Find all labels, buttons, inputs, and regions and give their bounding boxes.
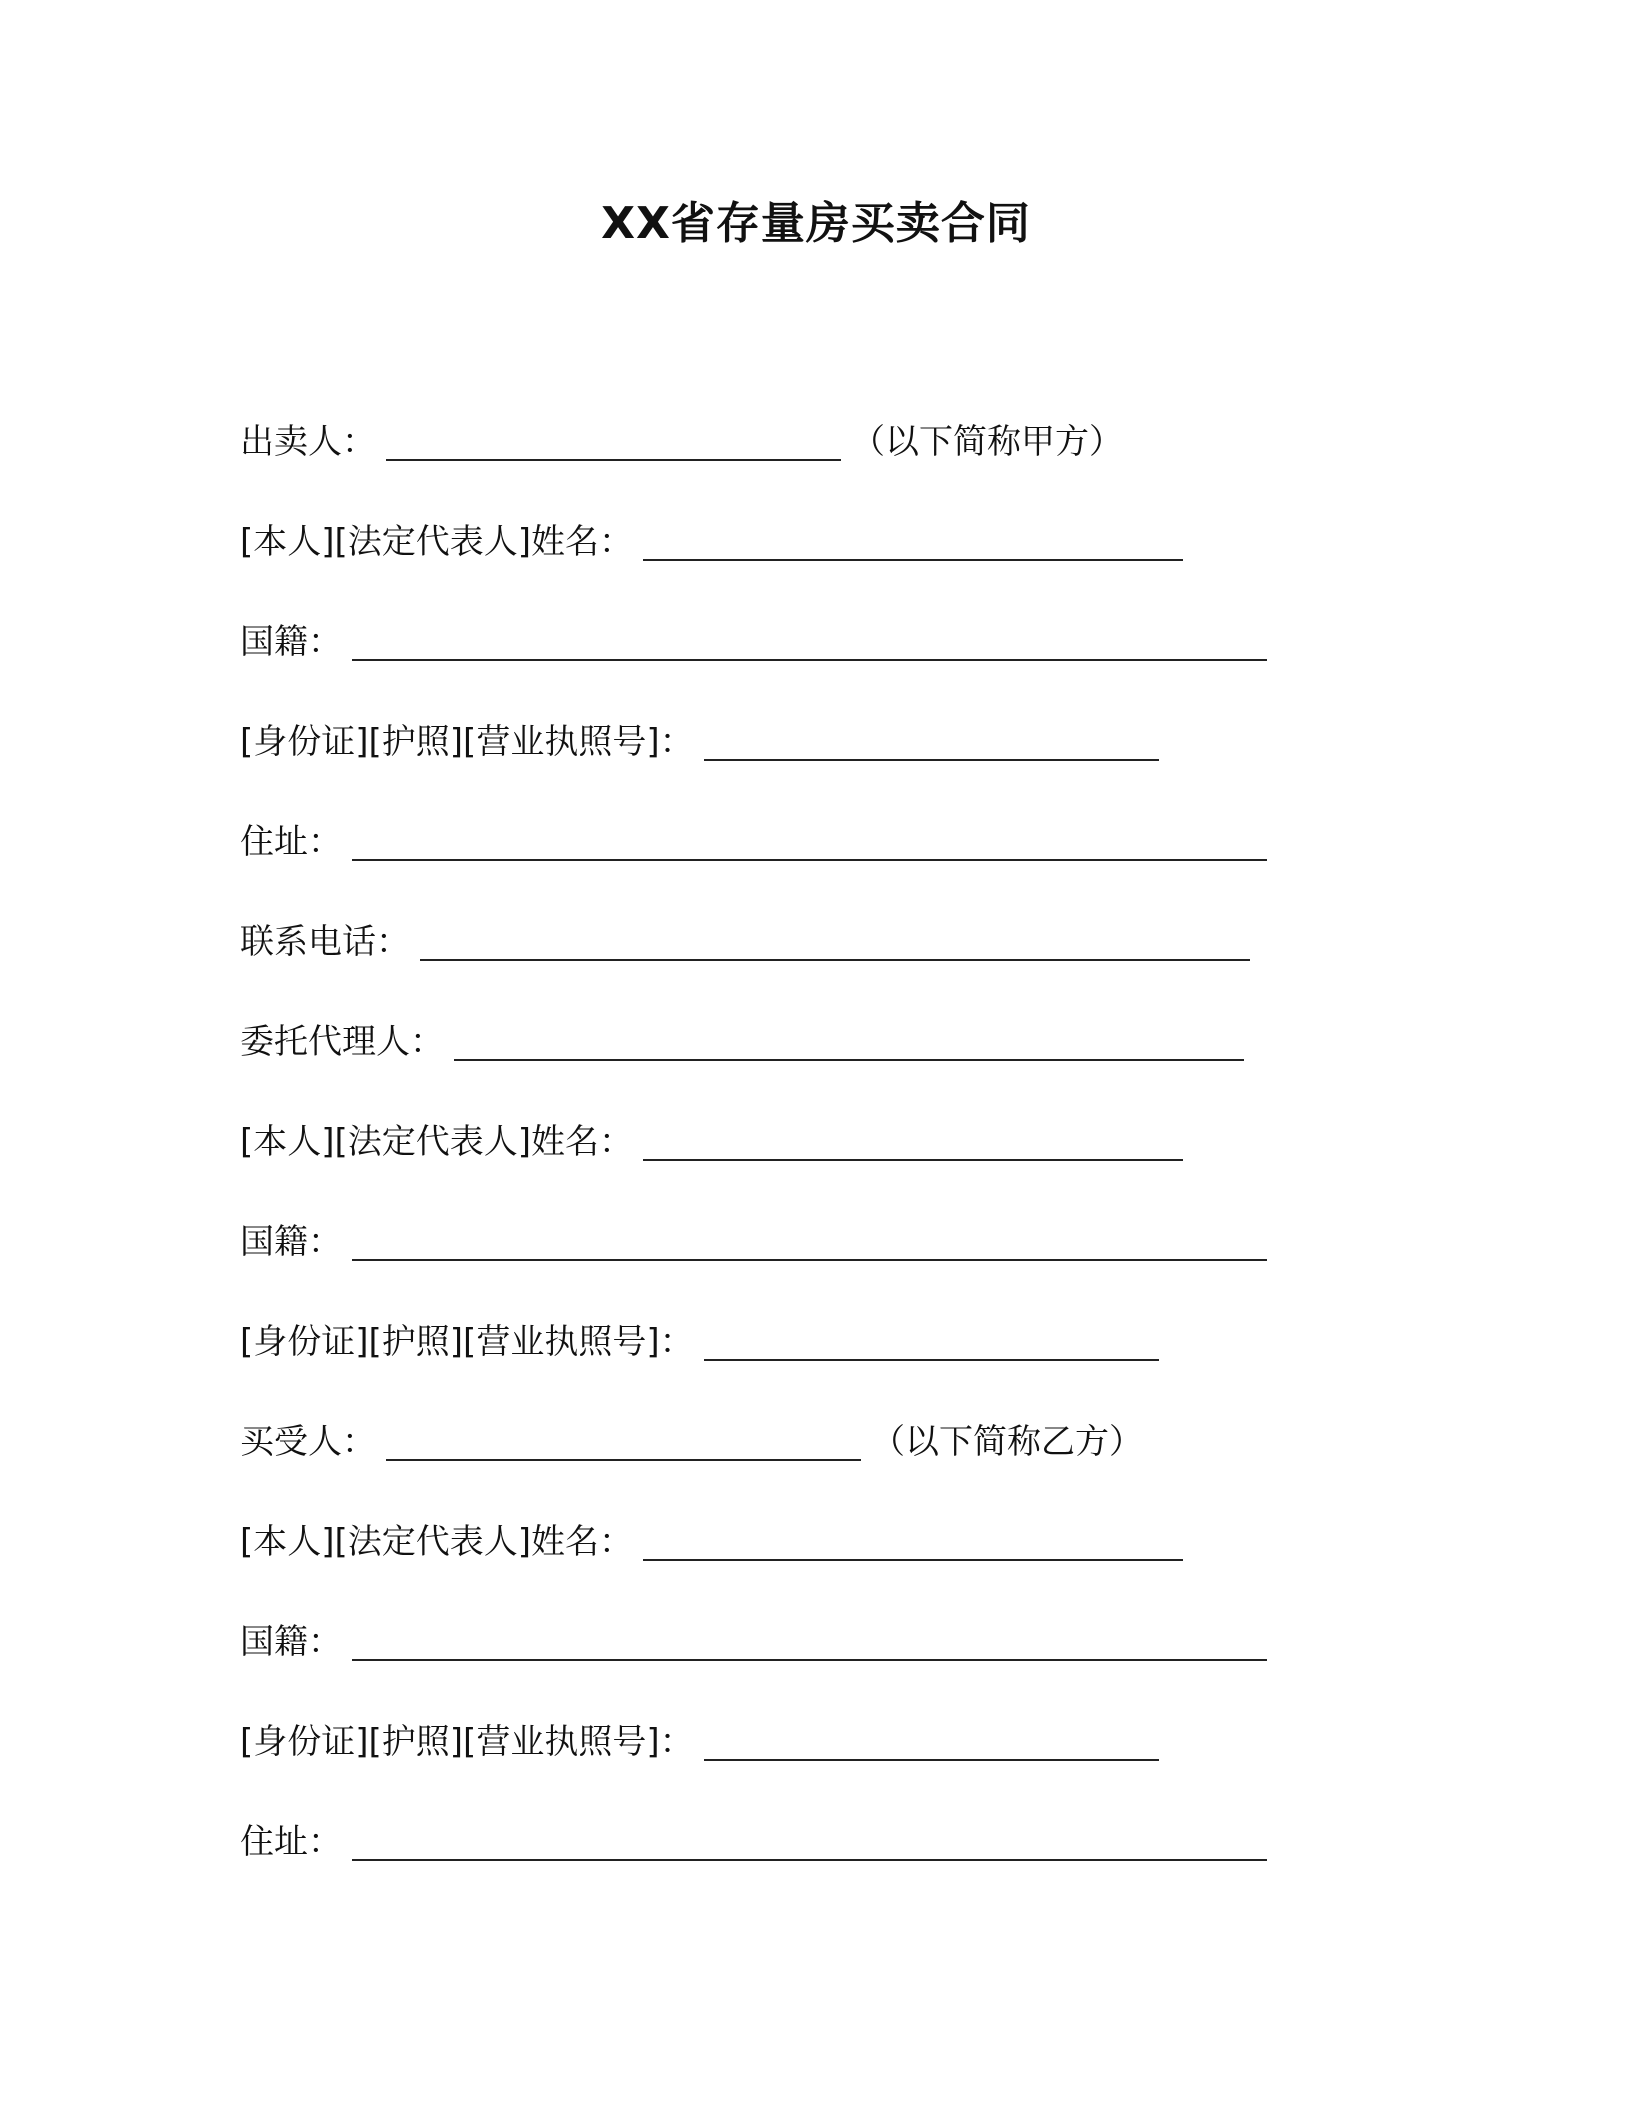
field-label: [本人][法定代表人]姓名： bbox=[240, 1522, 634, 1562]
field-label: 出卖人： bbox=[240, 422, 376, 462]
field-label: 买受人： bbox=[240, 1422, 376, 1462]
field-seller-nationality bbox=[240, 617, 1267, 667]
fill-in-blank[interactable] bbox=[643, 1515, 1183, 1561]
field-agent-name bbox=[240, 1117, 1183, 1167]
field-label: [本人][法定代表人]姓名： bbox=[240, 522, 634, 562]
field-suffix: （以下简称乙方） bbox=[871, 1422, 1143, 1462]
field-label: [身份证][护照][营业执照号]： bbox=[240, 722, 694, 762]
field-seller-agent bbox=[240, 1017, 1244, 1067]
field-seller-id bbox=[240, 717, 1159, 767]
field-label: [本人][法定代表人]姓名： bbox=[240, 1122, 634, 1162]
fill-in-blank[interactable] bbox=[704, 715, 1159, 761]
fill-in-blank[interactable] bbox=[704, 1715, 1159, 1761]
fill-in-blank[interactable] bbox=[643, 1115, 1183, 1161]
field-label: 住址： bbox=[240, 1822, 342, 1862]
field-label: [身份证][护照][营业执照号]： bbox=[240, 1722, 694, 1762]
fill-in-blank[interactable] bbox=[352, 815, 1267, 861]
field-buyer-id bbox=[240, 1717, 1159, 1767]
field-label: 住址： bbox=[240, 822, 342, 862]
field-seller-address bbox=[240, 817, 1267, 867]
fill-in-blank[interactable] bbox=[386, 415, 841, 461]
field-buyer-name bbox=[240, 1517, 1183, 1567]
field-buyer bbox=[240, 1417, 1143, 1467]
fill-in-blank[interactable] bbox=[643, 515, 1183, 561]
field-seller-name bbox=[240, 517, 1183, 567]
field-seller-phone bbox=[240, 917, 1250, 967]
field-agent-id bbox=[240, 1317, 1159, 1367]
fill-in-blank[interactable] bbox=[352, 1615, 1267, 1661]
field-seller bbox=[240, 417, 1123, 467]
fill-in-blank[interactable] bbox=[352, 615, 1267, 661]
field-label: 委托代理人： bbox=[240, 1022, 444, 1062]
field-label: 联系电话： bbox=[240, 922, 410, 962]
fill-in-blank[interactable] bbox=[352, 1815, 1267, 1861]
field-label: 国籍： bbox=[240, 1222, 342, 1262]
field-label: [身份证][护照][营业执照号]： bbox=[240, 1322, 694, 1362]
fill-in-blank[interactable] bbox=[386, 1415, 861, 1461]
fill-in-blank[interactable] bbox=[420, 915, 1250, 961]
field-buyer-nationality bbox=[240, 1617, 1267, 1667]
field-label: 国籍： bbox=[240, 622, 342, 662]
field-suffix: （以下简称甲方） bbox=[851, 422, 1123, 462]
field-agent-nationality bbox=[240, 1217, 1267, 1267]
field-buyer-address bbox=[240, 1817, 1267, 1867]
fill-in-blank[interactable] bbox=[454, 1015, 1244, 1061]
document-title: XX省存量房买卖合同 bbox=[601, 198, 1031, 249]
fill-in-blank[interactable] bbox=[704, 1315, 1159, 1361]
fill-in-blank[interactable] bbox=[352, 1215, 1267, 1261]
field-label: 国籍： bbox=[240, 1622, 342, 1662]
